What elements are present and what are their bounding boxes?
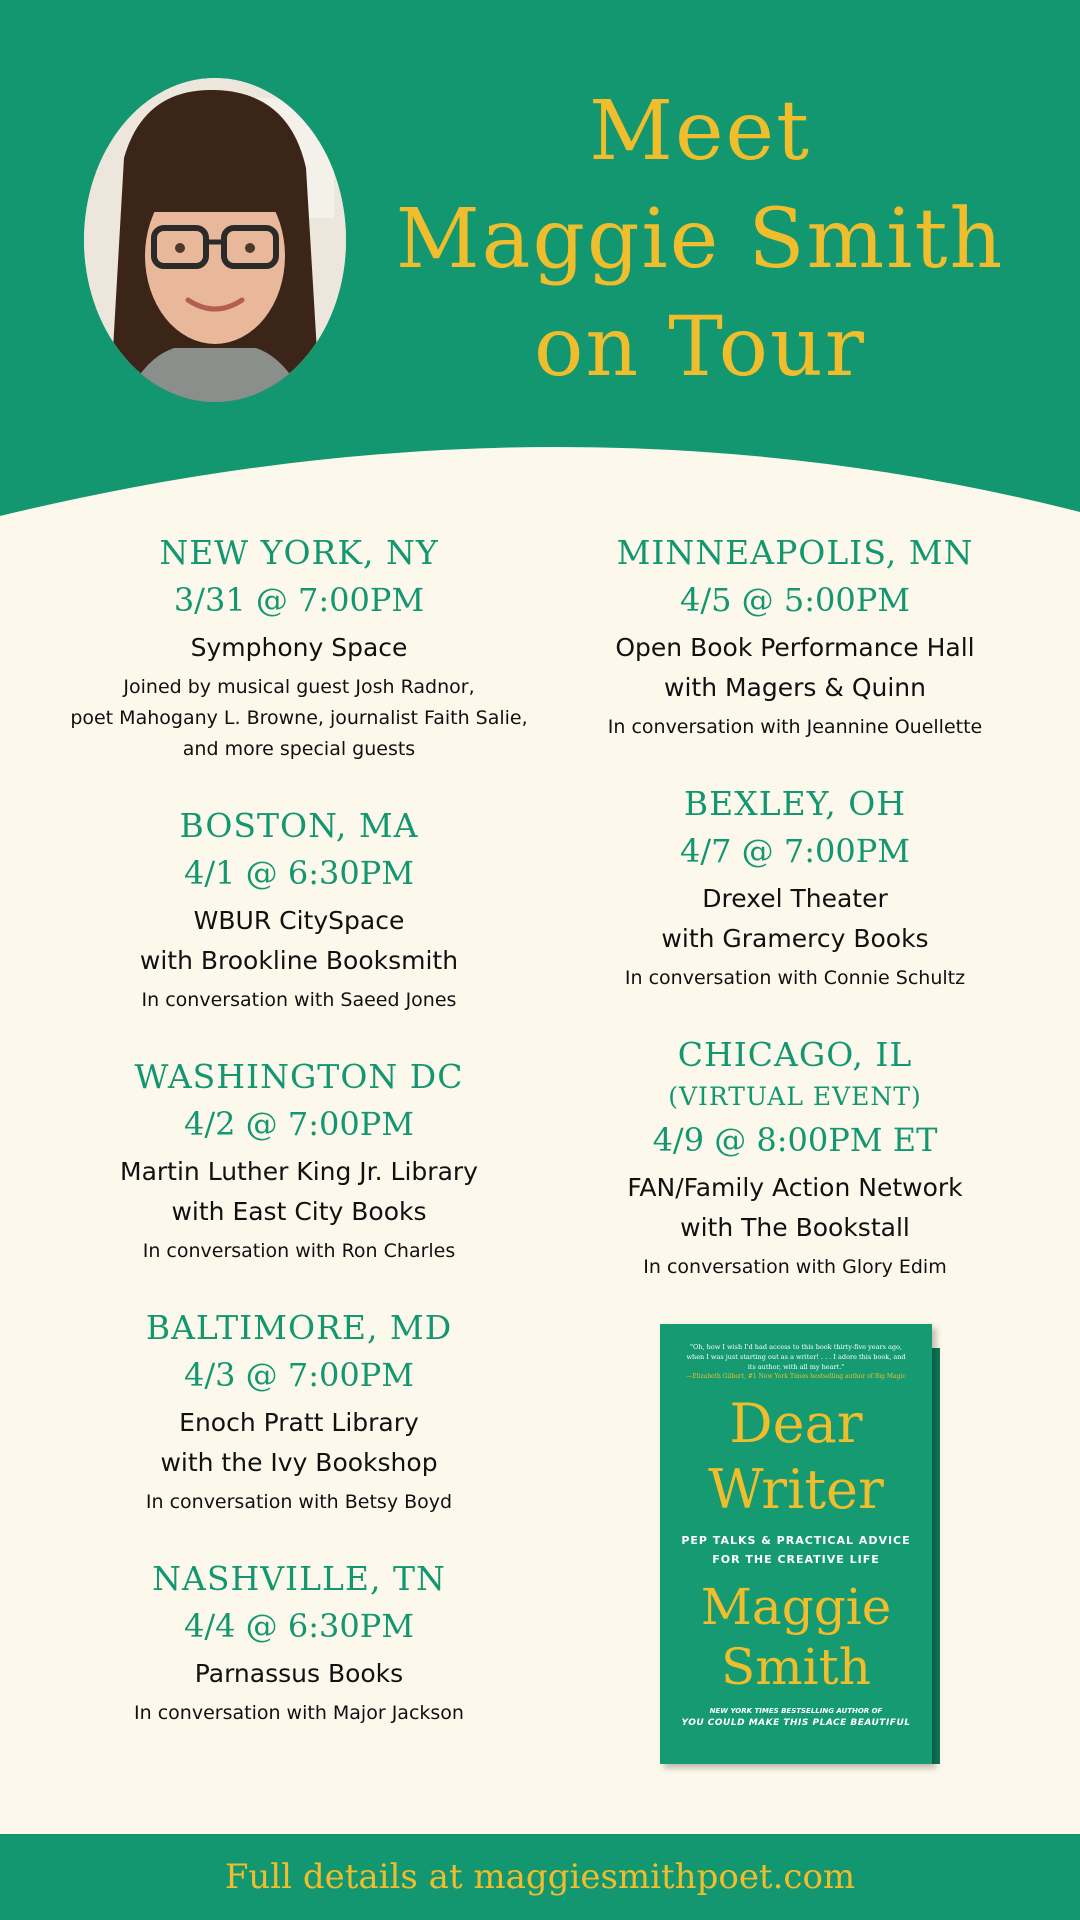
title-line: Meet <box>589 84 811 179</box>
event-description-line: Joined by musical guest Josh Radnor, <box>123 676 475 698</box>
event-venue-line: with Magers & Quinn <box>664 673 926 702</box>
event-washington <box>40 1054 558 1267</box>
event-venue-line: with The Bookstall <box>680 1213 910 1242</box>
event-boston <box>40 803 558 1016</box>
event-datetime: 3/31 @ 7:00PM <box>173 581 425 619</box>
event-venue <box>40 1152 558 1232</box>
event-venue-line: WBUR CitySpace <box>193 906 405 935</box>
event-venue: Symphony Space <box>190 633 408 662</box>
book-quote-text: "Oh, how I wish I'd had access to this book thirty-five years ago, when I was just starting out as a writer! . . . I adore this book, and its author, with all my heart." <box>686 1343 906 1371</box>
book-subtitle <box>660 1531 932 1569</box>
event-city: CHICAGO, IL <box>677 1035 913 1074</box>
event-description <box>40 672 558 765</box>
event-description: In conversation with Glory Edim <box>643 1256 947 1278</box>
event-nashville <box>40 1556 558 1729</box>
book-title-line: Dear <box>729 1392 863 1455</box>
event-virtual-note: (VIRTUAL EVENT) <box>668 1082 922 1111</box>
book-author-line: Smith <box>721 1638 871 1696</box>
event-datetime: 4/7 @ 7:00PM <box>680 832 910 870</box>
event-chicago <box>550 1032 1040 1283</box>
book-author-line: Maggie <box>700 1578 892 1636</box>
event-datetime: 4/4 @ 6:30PM <box>184 1607 414 1645</box>
event-datetime: 4/3 @ 7:00PM <box>184 1356 414 1394</box>
event-city: BEXLEY, OH <box>683 784 907 823</box>
event-datetime: 4/1 @ 6:30PM <box>184 854 414 892</box>
event-venue-line: Enoch Pratt Library <box>179 1408 419 1437</box>
events-column-left <box>40 530 558 1767</box>
event-venue <box>550 628 1040 708</box>
event-venue <box>40 901 558 981</box>
event-city: BOSTON, MA <box>179 806 419 845</box>
title-line: on Tour <box>534 300 866 395</box>
header-banner <box>0 0 1080 560</box>
events-column-right <box>550 530 1040 1321</box>
event-city: BALTIMORE, MD <box>145 1308 453 1347</box>
event-venue-line: with Gramercy Books <box>661 924 929 953</box>
book-subtitle-line: PEP TALKS & PRACTICAL ADVICE <box>681 1534 911 1547</box>
book-cover <box>660 1324 932 1764</box>
book-spine <box>932 1348 940 1764</box>
event-venue-line: with the Ivy Bookshop <box>160 1448 438 1477</box>
event-datetime: 4/9 @ 8:00PM ET <box>652 1121 938 1159</box>
event-description: In conversation with Connie Schultz <box>624 967 966 989</box>
event-venue-line: Drexel Theater <box>702 884 888 913</box>
event-new-york <box>40 530 558 765</box>
event-venue-line: Martin Luther King Jr. Library <box>120 1157 478 1186</box>
event-description: In conversation with Saeed Jones <box>141 989 457 1011</box>
book-quote <box>660 1324 932 1381</box>
event-venue <box>40 1403 558 1483</box>
event-city: MINNEAPOLIS, MN <box>616 533 974 572</box>
book-tagline: NEW YORK TIMES BESTSELLING AUTHOR OF <box>709 1707 883 1715</box>
event-venue-line: Open Book Performance Hall <box>615 633 975 662</box>
author-portrait-illustration <box>84 78 346 402</box>
event-venue-line: with East City Books <box>171 1197 427 1226</box>
event-description-line: and more special guests <box>182 738 416 760</box>
event-minneapolis <box>550 530 1040 743</box>
event-description: In conversation with Betsy Boyd <box>145 1491 453 1513</box>
book-title <box>660 1391 932 1523</box>
book-quote-attribution: —Elizabeth Gilbert, #1 New York Times bestselling author of Big Magic <box>686 1373 906 1380</box>
book-author <box>660 1577 932 1697</box>
book-subtitle-line: FOR THE CREATIVE LIFE <box>712 1553 880 1566</box>
book-title-line: Writer <box>708 1458 884 1521</box>
event-description: In conversation with Ron Charles <box>142 1240 456 1262</box>
event-datetime: 4/5 @ 5:00PM <box>680 581 910 619</box>
event-city: NEW YORK, NY <box>159 533 439 572</box>
footer-website-text: Full details at maggiesmithpoet.com <box>224 1857 856 1897</box>
event-venue: Parnassus Books <box>194 1659 404 1688</box>
book-cover-image <box>660 1324 942 1768</box>
page-title <box>370 78 1030 402</box>
event-bexley <box>550 781 1040 994</box>
event-description-line: poet Mahogany L. Browne, journalist Faith Salie, <box>70 707 528 729</box>
event-baltimore <box>40 1305 558 1518</box>
event-description: In conversation with Major Jackson <box>134 1702 464 1724</box>
event-venue-line: with Brookline Booksmith <box>139 946 459 975</box>
event-venue-line: FAN/Family Action Network <box>627 1173 963 1202</box>
author-photo <box>84 78 346 402</box>
book-tagline-title: YOU COULD MAKE THIS PLACE BEAUTIFUL <box>681 1718 911 1728</box>
event-datetime: 4/2 @ 7:00PM <box>184 1105 414 1143</box>
event-venue <box>550 879 1040 959</box>
footer-banner <box>0 1834 1080 1920</box>
event-venue <box>550 1168 1040 1248</box>
title-line: Maggie Smith <box>395 192 1005 287</box>
event-description: In conversation with Jeannine Ouellette <box>607 716 983 738</box>
event-city: WASHINGTON DC <box>134 1057 464 1096</box>
event-city: NASHVILLE, TN <box>152 1559 446 1598</box>
